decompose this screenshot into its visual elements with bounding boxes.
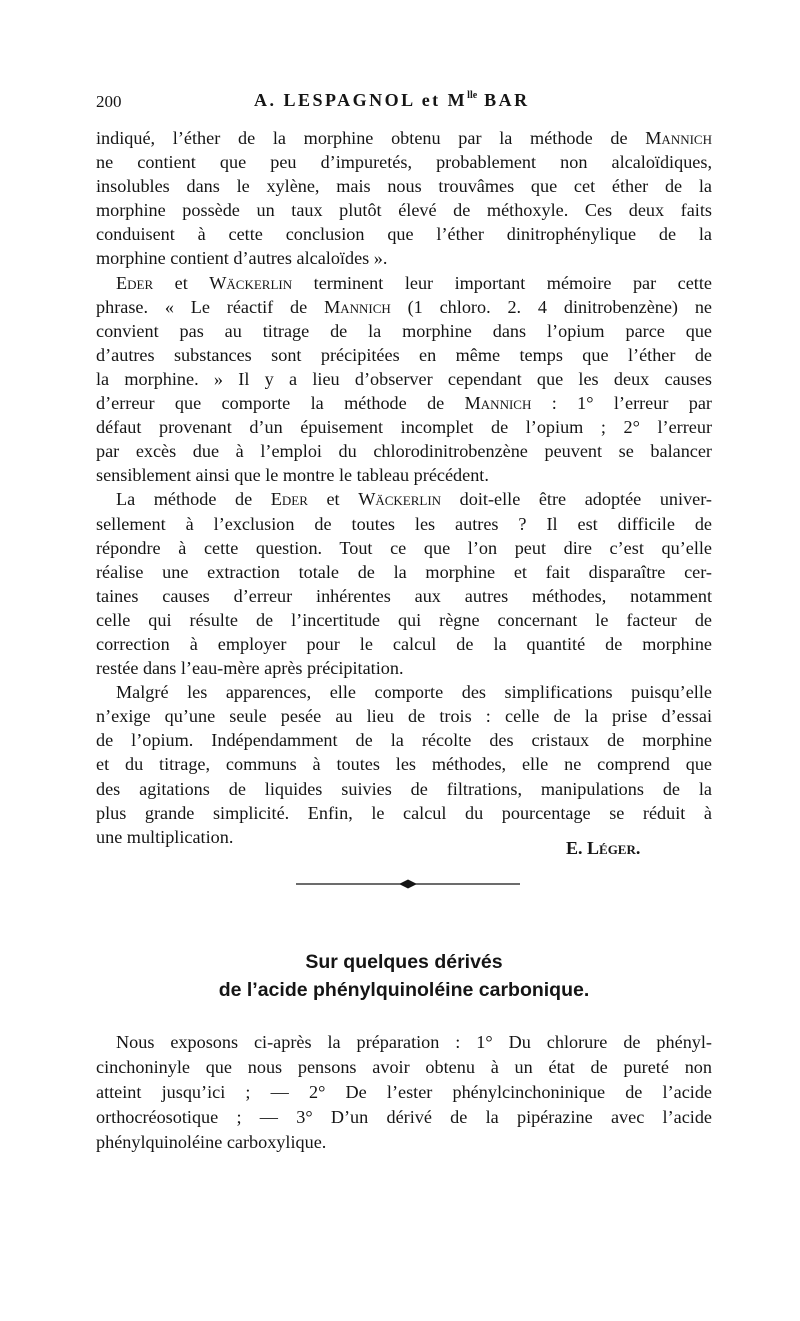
- text-line: La méthode de Eder et Wäckerlin doit-elle être adoptée univer-: [116, 489, 712, 510]
- paragraph-5: [96, 1030, 712, 1155]
- text-line: orthocréosotique ; — 3° D’un dérivé de la pipérazine avec l’acide: [96, 1107, 712, 1127]
- diamond-icon: [399, 880, 417, 889]
- article-title: [96, 948, 712, 1004]
- text-line: défaut provenant d’un épuisement incomplet de l’opium ; 2° l’erreur: [96, 417, 712, 438]
- page-header: [96, 88, 712, 114]
- text-line: d’autres substances sont précipitées en même temps que l’éther de: [96, 344, 712, 365]
- title-line-1: Sur quelques dérivés: [305, 951, 503, 973]
- section-divider-ornament: [296, 878, 520, 890]
- text-line: répondre à cette question. Tout ce que l’on peut dire c’est qu’elle: [96, 537, 712, 558]
- text-line: atteint jusqu’ici ; — 2° De l’ester phénylcinchoninique de l’acide: [96, 1082, 712, 1102]
- paragraph-4: [96, 680, 712, 849]
- text-line: convient pas au titrage de la morphine dans l’opium parce que: [96, 320, 712, 341]
- text-line: n’exige qu’une seule pesée au lieu de trois : celle de la prise d’essai: [96, 706, 712, 727]
- text-line: une multiplication.: [96, 826, 234, 847]
- page-number: 200: [96, 92, 122, 111]
- text-line: sensiblement ainsi que le montre le tableau précédent.: [96, 465, 489, 486]
- text-line: correction à employer pour le calcul de la quantité de morphine: [96, 633, 712, 654]
- title-line-2: de l’acide phénylquinoléine carbonique.: [218, 979, 590, 1001]
- text-line: insolubles dans le xylène, mais nous trouvâmes que cet éther de la: [96, 176, 712, 197]
- text-line: restée dans l’eau-mère après précipitation.: [96, 658, 404, 679]
- running-head: [254, 90, 530, 111]
- text-line: celle qui résulte de l’incertitude qui règne concernant le facteur de: [96, 609, 712, 630]
- text-line: morphine possède un taux plutôt élevé de méthoxyle. Ces deux faits: [96, 200, 712, 221]
- text-line: et du titrage, communs à toutes les méthodes, elle ne comprend que: [96, 754, 712, 775]
- text-line: phénylquinoléine carboxylique.: [96, 1132, 327, 1152]
- text-line: cinchoninyle que nous pensons avoir obtenu à un état de pureté non: [96, 1057, 712, 1077]
- text-line: Malgré les apparences, elle comporte des simplifications puisqu’elle: [116, 682, 712, 703]
- text-line: plus grande simplicité. Enfin, le calcul du pourcentage se réduit à: [96, 802, 712, 823]
- text-line: taines causes d’erreur inhérentes aux autres méthodes, notamment: [96, 585, 712, 606]
- text-line: Nous exposons ci-après la préparation : 1° Du chlorure de phényl-: [116, 1032, 712, 1052]
- text-line: Eder et Wäckerlin terminent leur important mémoire par cette: [116, 272, 712, 293]
- running-head-superscript: lle: [467, 90, 478, 101]
- text-line: indiqué, l’éther de la morphine obtenu par la méthode de Mannich: [96, 128, 712, 148]
- text-line: d’erreur que comporte la méthode de Mannich : 1° l’erreur par: [96, 393, 712, 414]
- text-line: morphine contient d’autres alcaloïdes ».: [96, 248, 388, 269]
- text-line: ne contient que peu d’impuretés, probablement non alcaloïdiques,: [96, 152, 712, 173]
- text-line: sellement à l’exclusion de toutes les autres ? Il est difficile de: [96, 513, 712, 534]
- running-head-end: BAR: [477, 90, 530, 110]
- text-line: de l’opium. Indépendamment de la récolte des cristaux de morphine: [96, 730, 712, 751]
- article-2-body: [96, 1030, 712, 1155]
- text-line: par excès due à l’emploi du chlorodinitrobenzène peuvent se balancer: [96, 441, 712, 462]
- text-line: réalise une extraction totale de la morphine et fait disparaître cer-: [96, 561, 712, 582]
- article-body: [96, 126, 712, 849]
- text-line: conduisent à cette conclusion que l’éther dinitrophénylique de la: [96, 224, 712, 245]
- paragraph-2: [96, 271, 712, 488]
- text-line: la morphine. » Il y a lieu d’observer cependant que les deux causes: [96, 368, 712, 389]
- text-line: phrase. « Le réactif de Mannich (1 chloro. 2. 4 dinitrobenzène) ne: [96, 296, 712, 317]
- paragraph-1: [96, 126, 712, 271]
- paragraph-3: [96, 487, 712, 680]
- text-line: des agitations de liquides suivies de filtrations, manipulations de la: [96, 778, 712, 799]
- running-head-authors: A. LESPAGNOL et M: [254, 90, 468, 110]
- author-signature: E. Léger.: [566, 838, 641, 858]
